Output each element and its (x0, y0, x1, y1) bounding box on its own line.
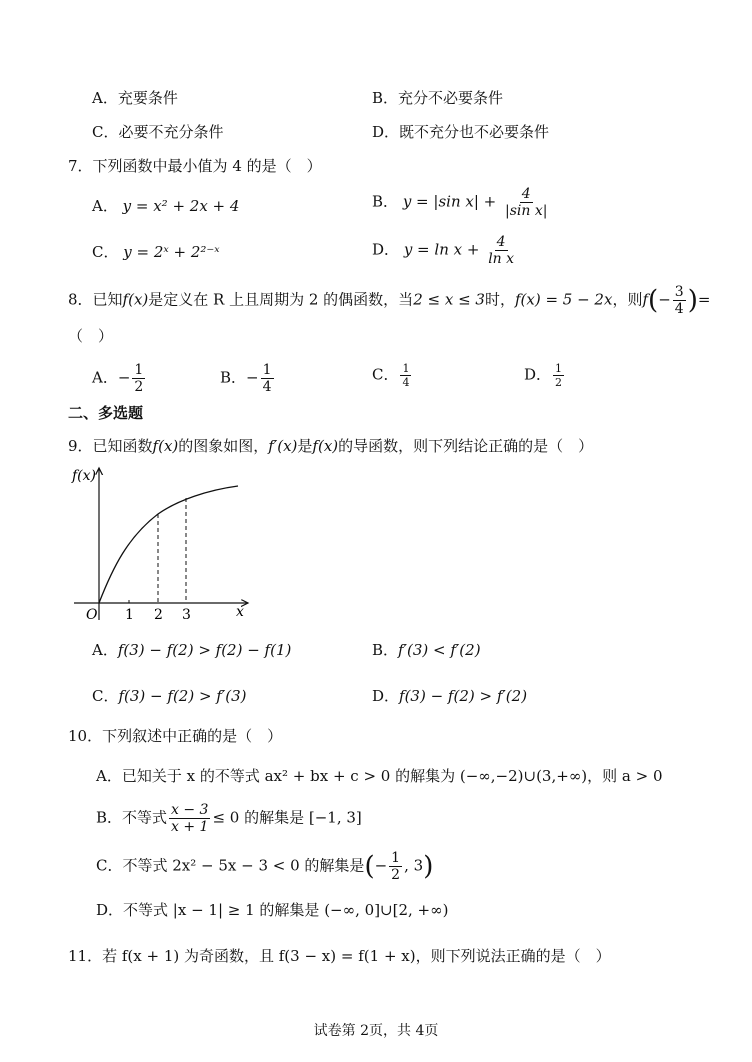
q7-a-expr: y = x² + 2x + 4 (122, 197, 240, 215)
q8-option-d[interactable] (524, 362, 566, 389)
q7-d-label: D． (372, 240, 400, 259)
q8-ask-f: f (642, 290, 649, 309)
q9-fx: f(x) (152, 437, 179, 455)
q8-def: f(x) = 5 − 2x (514, 290, 613, 309)
q10-c-sign: − (374, 856, 388, 875)
q7-option-b[interactable] (372, 186, 551, 219)
q7-a-label: A． (92, 197, 118, 215)
q6-option-b[interactable]: B．充分不必要条件 (372, 89, 504, 107)
q10-c-lparen: ( (364, 851, 375, 882)
q9-option-a[interactable] (92, 640, 291, 660)
page-footer: 试卷第 2页，共 4页 (313, 1023, 439, 1039)
q6-option-c[interactable]: C．必要不充分条件 (92, 123, 224, 141)
graph-y-label: f(x) (72, 468, 97, 484)
q9-stem-d: 的导函数，则下列结论正确的是（ ） (338, 437, 594, 455)
q9-graph (68, 462, 258, 624)
q8-fx: f(x) (122, 290, 149, 309)
q9-b-label: B． (372, 641, 399, 659)
q10-option-c[interactable] (96, 850, 433, 883)
q10-c-rparen: ) (423, 851, 434, 882)
q9-stem-a: 9．已知函数 (68, 437, 153, 455)
q9-option-b[interactable] (372, 640, 481, 660)
q7-d-lhs: y = ln x + (403, 240, 480, 259)
q8-ask-fraction: $\frac{3}{4}$ (674, 284, 684, 317)
q9-c-label: C． (92, 687, 119, 705)
q8-a-label: A． (92, 368, 118, 387)
q8-paren: （ ） (68, 327, 114, 345)
q10-option-a[interactable]: A．已知关于 x 的不等式 ax² + bx + c > 0 的解集为 (−∞,−2)∪(3,+∞)，则 a > 0 (96, 767, 663, 785)
q10-b-fraction: $\frac{x - 3}{x + 1}$ (171, 802, 209, 835)
q8-a-fraction: $\frac{1}{2}$ (134, 362, 144, 395)
q7-option-d[interactable] (372, 234, 518, 267)
q9-option-d[interactable] (372, 686, 527, 706)
q9-fpx: f′(x) (268, 437, 298, 455)
graph-tick-2: 2 (154, 607, 163, 623)
graph-tick-3: 3 (182, 607, 191, 623)
q8-stem-a: 8．已知 (68, 290, 123, 309)
q10-c-text-b: , 3 (404, 856, 424, 875)
q8-c-fraction: $\frac{1}{4}$ (402, 362, 410, 389)
q6-option-d[interactable]: D．既不充分也不必要条件 (372, 123, 550, 141)
q10-option-b[interactable] (96, 802, 362, 835)
q9-stem-c: 是 (297, 437, 313, 455)
q8-stem-d: ，则 (612, 290, 643, 309)
q10-c-text-a: C．不等式 2x² − 5x − 3 < 0 的解集是 (96, 856, 365, 875)
q8-d-label: D． (524, 365, 552, 384)
q7-c-expr: y = 2ˣ + 2²⁻ˣ (123, 243, 220, 261)
q8-cond: 2 ≤ x ≤ 3 (413, 290, 485, 309)
q8-d-fraction: $\frac{1}{2}$ (555, 362, 563, 389)
q9-b-expr: f′(3) < f′(2) (398, 641, 481, 659)
q8-stem-b: 是定义在 R 上且周期为 2 的偶函数，当 (148, 290, 414, 309)
q9-stem-b: 的图象如图， (178, 437, 269, 455)
q10-option-d[interactable]: D．不等式 |x − 1| ≥ 1 的解集是 (−∞, 0]∪[2, +∞) (96, 901, 449, 919)
q7-option-c[interactable] (92, 242, 220, 262)
q7-c-label: C． (92, 243, 119, 261)
q7-b-fraction: $\frac{4}{\text{|sin x|}}$ (505, 186, 548, 219)
q10-b-text-b: ≤ 0 的解集是 [−1, 3] (212, 808, 362, 827)
q8-option-c[interactable] (372, 362, 413, 389)
q8-a-sign: − (117, 368, 131, 387)
q7-option-a[interactable] (92, 196, 239, 216)
q7-b-lhs: y = |sin x| + (402, 192, 497, 211)
q7-d-fraction: $\frac{4}{\text{ln x}}$ (488, 234, 515, 267)
q6-option-a[interactable]: A．充要条件 (92, 89, 178, 107)
q10-stem: 10．下列叙述中正确的是（ ） (68, 727, 283, 745)
function-curve (99, 486, 238, 603)
q9-c-expr: f(3) − f(2) > f′(3) (118, 687, 247, 705)
q8-stem-c: 时， (484, 290, 515, 309)
q10-b-text-a: B．不等式 (96, 808, 168, 827)
q7-b-label: B． (372, 192, 399, 211)
q9-d-label: D． (372, 687, 400, 705)
q9-d-expr: f(3) − f(2) > f′(2) (399, 687, 528, 705)
q8-b-label: B． (220, 368, 247, 387)
q8-option-a[interactable] (92, 362, 147, 395)
q11-stem: 11．若 f(x + 1) 为奇函数，且 f(3 − x) = f(1 + x)，则下列说法正确的是（ ） (68, 947, 611, 965)
q10-c-fraction: $\frac{1}{2}$ (391, 850, 401, 883)
section-heading: 二、多选题 (68, 404, 144, 422)
q8-option-b[interactable] (220, 362, 276, 395)
graph-origin-label: O (86, 607, 98, 623)
q9-stem (68, 436, 593, 456)
q8-ask-lparen: ( (648, 285, 659, 316)
graph-tick-1: 1 (125, 607, 134, 623)
graph-x-label: x (236, 604, 244, 620)
q7-stem: 7．下列函数中最小值为 4 的是（ ） (68, 157, 322, 175)
q9-fx2: f(x) (312, 437, 339, 455)
q8-c-label: C． (372, 365, 399, 384)
q8-ask-minus: − (658, 290, 671, 309)
q8-ask-rparen: ) (687, 285, 698, 316)
q8-ask-eq: = (697, 290, 711, 309)
q8-b-sign: − (246, 368, 259, 387)
q8-b-fraction: $\frac{1}{4}$ (262, 362, 272, 395)
q9-option-c[interactable] (92, 686, 247, 706)
q9-a-label: A． (92, 641, 118, 659)
q9-a-expr: f(3) − f(2) > f(2) − f(1) (117, 641, 292, 659)
q8-stem (68, 284, 710, 317)
